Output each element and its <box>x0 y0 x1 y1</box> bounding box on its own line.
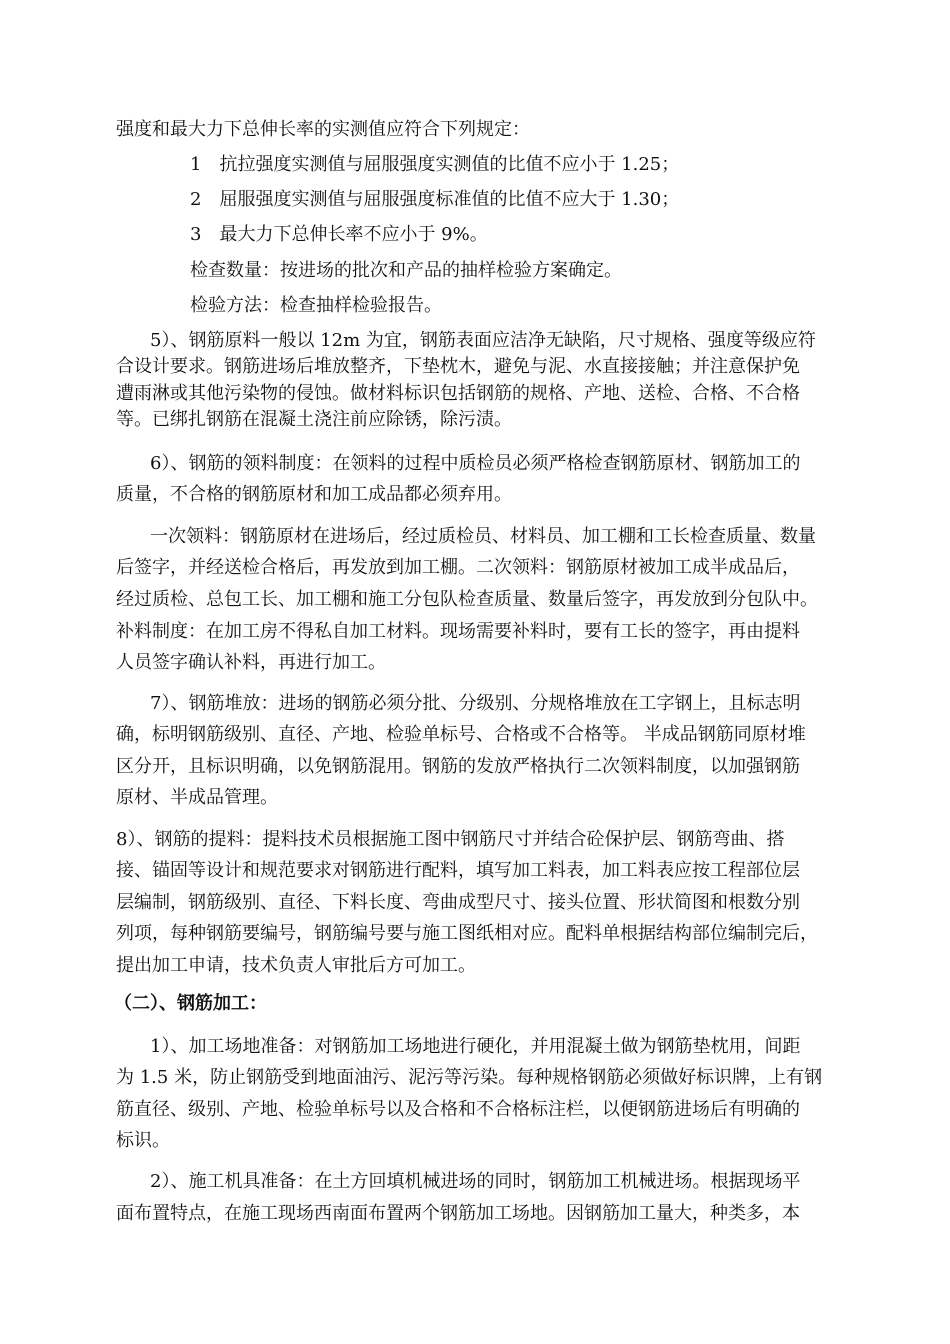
paragraph-7-line: 原材、半成品管理。 <box>116 787 278 808</box>
paragraph-8-line: 8）、钢筋的提料：提料技术员根据施工图中钢筋尺寸并结合砼保护层、钢筋弯曲、搭 <box>116 829 785 850</box>
paragraph-8-line: 接、锚固等设计和规范要求对钢筋进行配料，填写加工料表，加工料表应按工程部位层 <box>116 860 800 881</box>
paragraph-8-line: 层编制，钢筋级别、直径、下料长度、弯曲成型尺寸、接头位置、形状简图和根数分别 <box>116 892 800 913</box>
paragraph-7-line: 7）、钢筋堆放：进场的钢筋必须分批、分级别、分规格堆放在工字钢上，且标志明 <box>150 693 801 714</box>
paragraph-p1-line: 为 1.5 米，防止钢筋受到地面油污、泥污等污染。每种规格钢筋必须做好标识牌，上有钢 <box>116 1067 823 1088</box>
paragraph-5-line: 遭雨淋或其他污染物的侵蚀。做材料标识包括钢筋的规格、产地、送检、合格、不合格 <box>116 383 800 404</box>
paragraph-issue-line: 一次领料：钢筋原材在进场后，经过质检员、材料员、加工棚和工长检查质量、数量 <box>150 526 816 547</box>
paragraph-6-line: 质量，不合格的钢筋原材和加工成品都必须弃用。 <box>116 484 512 505</box>
paragraph-8-line: 提出加工申请，技术负责人审批后方可加工。 <box>116 955 476 976</box>
paragraph-5-line: 等。已绑扎钢筋在混凝土浇注前应除锈，除污渍。 <box>116 409 512 430</box>
paragraph-issue-line: 经过质检、总包工长、加工棚和施工分包队检查质量、数量后签字，再发放到分包队中。 <box>116 589 818 610</box>
list-item: 2 屈服强度实测值与屈服强度标准值的比值不应大于 1.30； <box>190 189 680 210</box>
section-heading: （二）、钢筋加工： <box>114 993 267 1014</box>
paragraph-issue-line: 补料制度：在加工房不得私自加工材料。现场需要补料时，要有工长的签字，再由提料 <box>116 621 800 642</box>
paragraph-p2-line: 2）、施工机具准备：在土方回填机械进场的同时，钢筋加工机械进场。根据现场平 <box>150 1171 801 1192</box>
paragraph-issue-line: 人员签字确认补料，再进行加工。 <box>116 652 386 673</box>
paragraph-p2-line: 面布置特点，在施工现场西南面布置两个钢筋加工场地。因钢筋加工量大，种类多，本 <box>116 1203 800 1224</box>
paragraph-p1-line: 筋直径、级别、产地、检验单标号以及合格和不合格标注栏，以便钢筋进场后有明确的 <box>116 1099 800 1120</box>
paragraph-5-line: 5）、钢筋原料一般以 12m 为宜，钢筋表面应洁净无缺陷，尺寸规格、强度等级应符 <box>150 330 816 351</box>
text-line: 强度和最大力下总伸长率的实测值应符合下列规定： <box>116 119 530 140</box>
paragraph-7-line: 确，标明钢筋级别、直径、产地、检验单标号、合格或不合格等。 半成品钢筋同原材堆 <box>116 724 806 745</box>
paragraph-5-line: 合设计要求。钢筋进场后堆放整齐，下垫枕木，避免与泥、水直接接触；并注意保护免 <box>116 356 800 377</box>
paragraph-p1-line: 1）、加工场地准备：对钢筋加工场地进行硬化，并用混凝土做为钢筋垫枕用，间距 <box>150 1036 801 1057</box>
paragraph-issue-line: 后签字，并经送检合格后，再发放到加工棚。二次领料：钢筋原材被加工成半成品后， <box>116 557 800 578</box>
text-line: 检验方法：检查抽样检验报告。 <box>190 295 442 316</box>
paragraph-8-line: 列项，每种钢筋要编号，钢筋编号要与施工图纸相对应。配料单根据结构部位编制完后， <box>116 923 818 944</box>
list-item: 1 抗拉强度实测值与屈服强度实测值的比值不应小于 1.25； <box>190 154 680 175</box>
paragraph-p1-line: 标识。 <box>116 1130 170 1151</box>
text-line: 检查数量：按进场的批次和产品的抽样检验方案确定。 <box>190 260 622 281</box>
paragraph-7-line: 区分开，且标识明确，以免钢筋混用。钢筋的发放严格执行二次领料制度，以加强钢筋 <box>116 756 800 777</box>
list-item: 3 最大力下总伸长率不应小于 9%。 <box>190 224 488 245</box>
paragraph-6-line: 6）、钢筋的领料制度：在领料的过程中质检员必须严格检查钢筋原材、钢筋加工的 <box>150 453 801 474</box>
